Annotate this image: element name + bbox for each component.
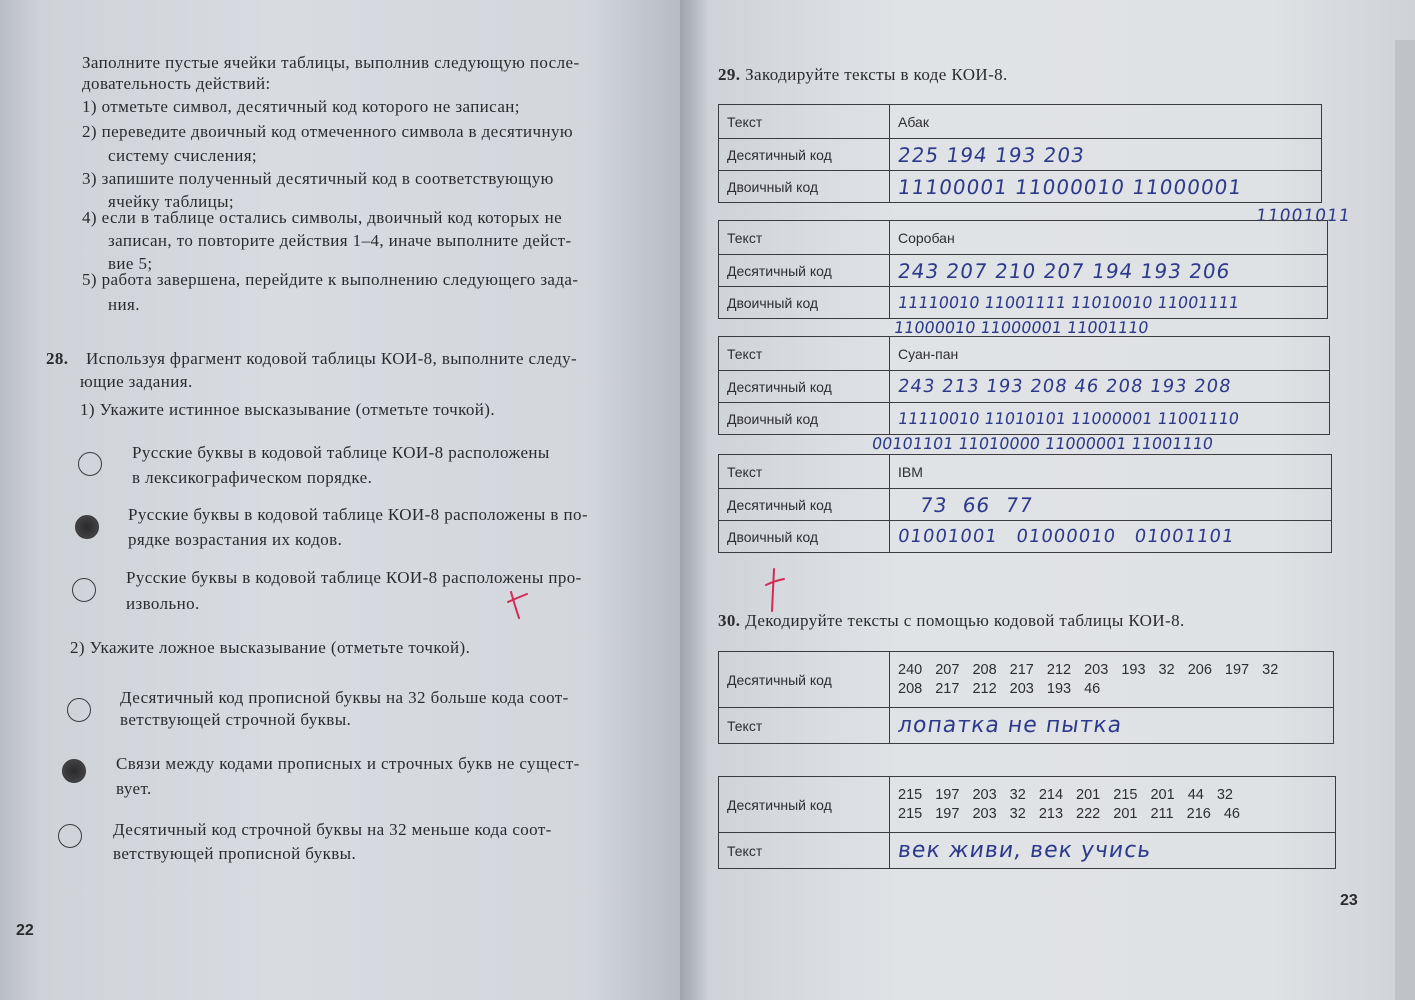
label-text: Текст	[719, 105, 890, 139]
label-decimal: Десятичный код	[719, 139, 890, 171]
t4-binary: 01001001 01000010 01001101	[896, 526, 1236, 547]
right-page	[680, 0, 1415, 1000]
task30-number: 30.	[718, 611, 741, 630]
step-3-line2: ячейку таблицы;	[108, 192, 235, 211]
option-1-3-line1: Русские буквы в кодовой таблице КОИ-8 расположены про-	[126, 568, 582, 587]
option-1-1-line2: в лексикографическом порядке.	[132, 468, 373, 487]
t6-text: век живи, век учись	[896, 838, 1154, 863]
t6-decimal-line1: 215 197 203 32 214 201 215 201 44 32	[898, 786, 1233, 803]
task28-line1: Используя фрагмент кодовой таблицы КОИ-8, выполните следу-	[86, 349, 578, 368]
t3-binary-line1: 11110010 11010101 11000001 11001110	[896, 409, 1241, 428]
task29-table-4	[718, 454, 1332, 553]
label-decimal: Десятичный код	[719, 652, 890, 708]
radio-option-1-3[interactable]	[72, 578, 96, 602]
option-1-3-line2: извольно.	[126, 594, 200, 613]
label-text: Текст	[719, 337, 890, 371]
t5-decimal-line1: 240 207 208 217 212 203 193 32 206 197 32	[898, 661, 1279, 678]
t2-text: Соробан	[890, 221, 1328, 255]
label-text: Текст	[719, 833, 890, 869]
label-binary: Двоичный код	[719, 171, 890, 203]
step-5-line1: 5) работа завершена, перейдите к выполнению следующего зада-	[82, 270, 579, 289]
radio-option-1-1[interactable]	[78, 452, 102, 476]
t1-binary-extra: 11001011	[1254, 206, 1352, 226]
red-plus-mark	[760, 567, 788, 615]
step-1: 1) отметьте символ, десятичный код которого не записан;	[82, 97, 520, 116]
task29-header	[718, 63, 1008, 87]
radio-option-2-2-selected[interactable]	[62, 759, 86, 783]
option-2-2-line1: Связи между кодами прописных и строчных букв не сущест-	[116, 754, 580, 773]
t5-decimal-cell	[890, 652, 1334, 708]
task28-part1-prompt: 1) Укажите истинное высказывание (отметьте точкой).	[80, 400, 496, 419]
intro-lead-line2: довательность действий:	[82, 74, 271, 93]
label-binary: Двоичный код	[719, 287, 890, 319]
t2-binary-line1: 11110010 11001111 11010010 11001111	[896, 293, 1241, 312]
t3-binary-line2: 00101101 11010000 11000001 11001110	[870, 434, 1215, 453]
t6-decimal-line2: 215 197 203 32 213 222 201 211 216 46	[898, 805, 1240, 822]
task30-table-1	[718, 651, 1334, 744]
t2-decimal: 243 207 210 207 194 193 206	[896, 258, 1233, 283]
t2-binary-line2: 11000010 11000001 11001110	[892, 318, 1150, 337]
step-2-line1: 2) переведите двоичный код отмеченного символа в десятичную	[82, 122, 573, 141]
step-4-line1: 4) если в таблице остались символы, двоичный код которых не	[82, 208, 563, 227]
option-2-3-line1: Десятичный код строчной буквы на 32 меньше кода соот-	[113, 820, 552, 839]
t4-text: IBM	[890, 455, 1332, 489]
t3-decimal: 243 213 193 208 46 208 193 208	[896, 376, 1233, 397]
option-2-3-line2: ветствующей прописной буквы.	[113, 844, 357, 863]
radio-option-1-2-selected[interactable]	[75, 515, 99, 539]
option-2-1-line1: Десятичный код прописной буквы на 32 больше кода соот-	[120, 688, 569, 707]
option-1-1-line1: Русские буквы в кодовой таблице КОИ-8 расположены	[132, 443, 550, 462]
t5-decimal-line2: 208 217 212 203 193 46	[898, 680, 1101, 697]
page-number-right: 23	[1340, 892, 1358, 909]
page-edge	[1395, 40, 1415, 1000]
task30-title: Декодируйте тексты с помощью кодовой таблицы КОИ-8.	[745, 611, 1185, 630]
step-4-line2: записан, то повторите действия 1–4, иначе выполните дейст-	[108, 231, 572, 250]
task28-part2-prompt: 2) Укажите ложное высказывание (отметьте точкой).	[70, 638, 471, 657]
task29-table-3	[718, 336, 1330, 435]
t5-text: лопатка не пытка	[896, 713, 1124, 738]
intro-lead-line1: Заполните пустые ячейки таблицы, выполнив следующую после-	[82, 53, 580, 72]
step-5-line2: ния.	[108, 295, 140, 314]
label-decimal: Десятичный код	[719, 371, 890, 403]
t1-decimal: 225 194 193 203	[896, 142, 1087, 167]
label-text: Текст	[719, 221, 890, 255]
t4-decimal: 73 66 77	[918, 492, 1035, 517]
label-binary: Двоичный код	[719, 403, 890, 435]
label-decimal: Десятичный код	[719, 777, 890, 833]
task29-title: Закодируйте тексты в коде КОИ-8.	[745, 65, 1008, 84]
page-number-left: 22	[16, 922, 34, 939]
label-text: Текст	[719, 708, 890, 744]
label-decimal: Десятичный код	[719, 489, 890, 521]
red-check-mark	[505, 588, 529, 622]
label-text: Текст	[719, 455, 890, 489]
task28-line2: ющие задания.	[80, 372, 193, 391]
task29-number: 29.	[718, 65, 741, 84]
label-decimal: Десятичный код	[719, 255, 890, 287]
option-2-2-line2: вует.	[116, 779, 152, 798]
t3-text: Суан-пан	[890, 337, 1330, 371]
task28-number: 28.	[46, 349, 69, 368]
t1-binary: 11100001 11000010 11000001	[896, 174, 1244, 199]
task30-table-2	[718, 776, 1336, 869]
label-binary: Двоичный код	[719, 521, 890, 553]
task29-table-1	[718, 104, 1322, 203]
task29-table-2	[718, 220, 1328, 319]
t1-text: Абак	[890, 105, 1322, 139]
option-1-2-line1: Русские буквы в кодовой таблице КОИ-8 расположены в по-	[128, 505, 588, 524]
step-2-line2: систему счисления;	[108, 146, 258, 165]
option-2-1-line2: ветствующей строчной буквы.	[120, 710, 352, 729]
left-page	[0, 0, 692, 1000]
step-4-line3: вие 5;	[108, 254, 153, 273]
radio-option-2-3[interactable]	[58, 824, 82, 848]
step-3-line1: 3) запишите полученный десятичный код в соответствующую	[82, 169, 554, 188]
option-1-2-line2: рядке возрастания их кодов.	[128, 530, 343, 549]
t6-decimal-cell	[890, 777, 1336, 833]
radio-option-2-1[interactable]	[67, 698, 91, 722]
